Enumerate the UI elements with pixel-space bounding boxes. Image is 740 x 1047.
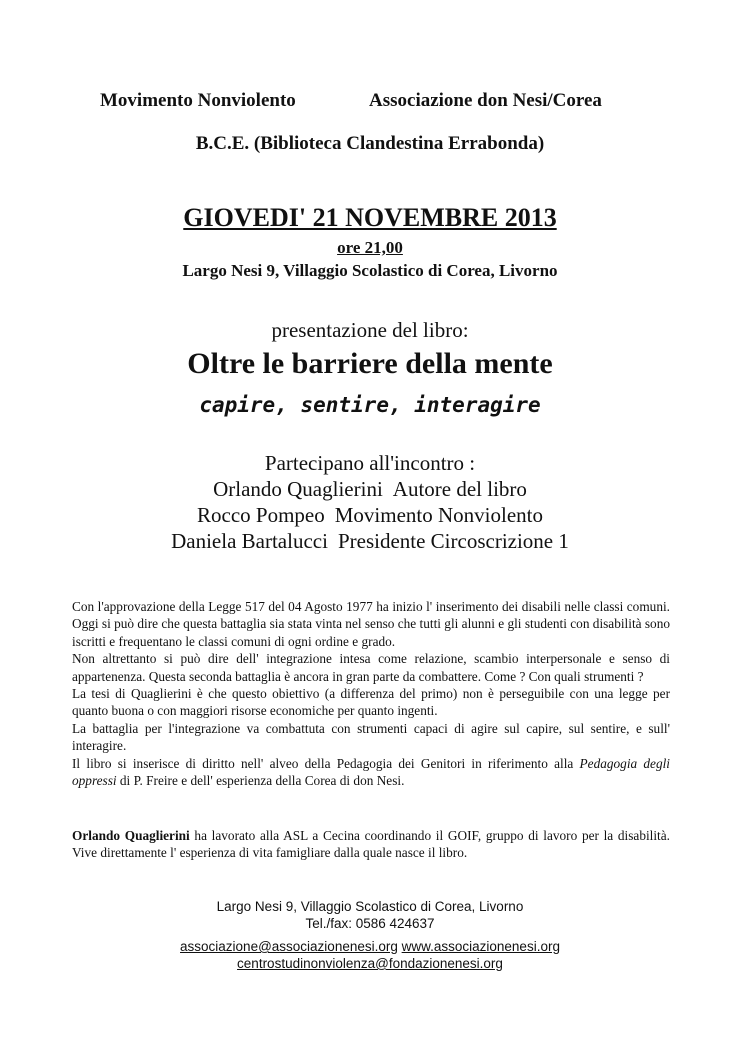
organizer-associazione-don-nesi: Associazione don Nesi/Corea: [369, 90, 602, 111]
author-bio-text: ha lavorato alla ASL a Cecina coordinando il GOIF, gruppo di lavoro per la disabilità. Vive direttamente l' esperienza di vita famigliare dalla quale nasce il libro.: [72, 828, 670, 861]
website-link[interactable]: www.associazionenesi.org: [401, 939, 560, 954]
participant-name: Orlando Quaglierini: [213, 477, 383, 501]
participant-name: Rocco Pompeo: [197, 503, 325, 527]
author-bio-paragraph: [72, 827, 670, 862]
organizer-movimento-nonviolento: Movimento Nonviolento: [100, 90, 296, 111]
book-title: Oltre le barriere della mente: [187, 347, 553, 380]
footer-phone: Tel./fax: 0586 424637: [305, 916, 435, 931]
participant-name: Daniela Bartalucci: [171, 529, 328, 553]
book-description: [72, 598, 670, 789]
description-paragraph: La battaglia per l'integrazione va combattuta con strumenti capaci di agire sul capire, sul sentire, e sull' interagire.: [72, 720, 670, 754]
book-reference-italic: Pedagogia degli oppressi: [72, 755, 670, 789]
participant-role: Autore del libro: [392, 477, 527, 501]
event-time-text: ore 21,00: [337, 238, 403, 257]
participant-role: Presidente Circoscrizione 1: [337, 529, 569, 553]
event-time: [0, 238, 740, 258]
description-text: di P. Freire e dell' esperienza della Corea di don Nesi.: [116, 773, 405, 789]
email-link-centrostudi[interactable]: centrostudinonviolenza@fondazionenesi.org: [237, 956, 503, 971]
participant-row: [0, 528, 740, 554]
participants-heading: Partecipano all'incontro :: [264, 451, 476, 475]
author-name: Orlando Quaglierini: [72, 828, 190, 843]
event-venue: Largo Nesi 9, Villaggio Scolastico di Corea, Livorno: [182, 261, 558, 280]
description-paragraph: Con l'approvazione della Legge 517 del 04 Agosto 1977 ha inizio l' inserimento dei disabili nelle classi comuni. Oggi si può dire che questa battaglia sia stata vinta nel senso che tutti gli alunni e gli studenti con disabilità sono iscritti e frequentano le classi comuni di ogni ordine e grado.: [72, 599, 670, 649]
library-name: B.C.E. (Biblioteca Clandestina Errabonda): [195, 133, 545, 154]
description-paragraph: La tesi di Quaglierini è che questo obiettivo (a differenza del primo) non è perseguibile con una legge per quanto buona o con maggiori risorse economiche per quanto ingenti.: [72, 686, 670, 719]
description-text: Il libro si inserisce di diritto nell' alveo della Pedagogia dei Genitori in riferimento alla: [72, 755, 580, 771]
participants-section: [0, 450, 740, 554]
book-intro: presentazione del libro:: [271, 318, 469, 342]
footer-links-row: [0, 938, 740, 955]
event-date-text: GIOVEDI' 21 NOVEMBRE 2013: [183, 203, 557, 232]
description-paragraph: Non altrettanto si può dire dell' integrazione intesa come relazione, scambio interpersonale e senso di appartenenza. Questa seconda battaglia è ancora in gran parte da combattere. Come ? Con quali strumenti ?: [72, 651, 670, 684]
email-link-associazione[interactable]: associazione@associazionenesi.org: [180, 939, 398, 954]
participant-row: [0, 476, 740, 502]
footer-address: Largo Nesi 9, Villaggio Scolastico di Corea, Livorno: [216, 899, 524, 914]
book-subtitle: capire, sentire, interagire: [199, 393, 541, 417]
contact-footer: [0, 898, 740, 972]
author-bio: [72, 827, 670, 862]
description-paragraph: [72, 755, 670, 790]
participant-role: Movimento Nonviolento: [334, 503, 543, 527]
event-date: [0, 203, 740, 233]
participant-row: [0, 502, 740, 528]
